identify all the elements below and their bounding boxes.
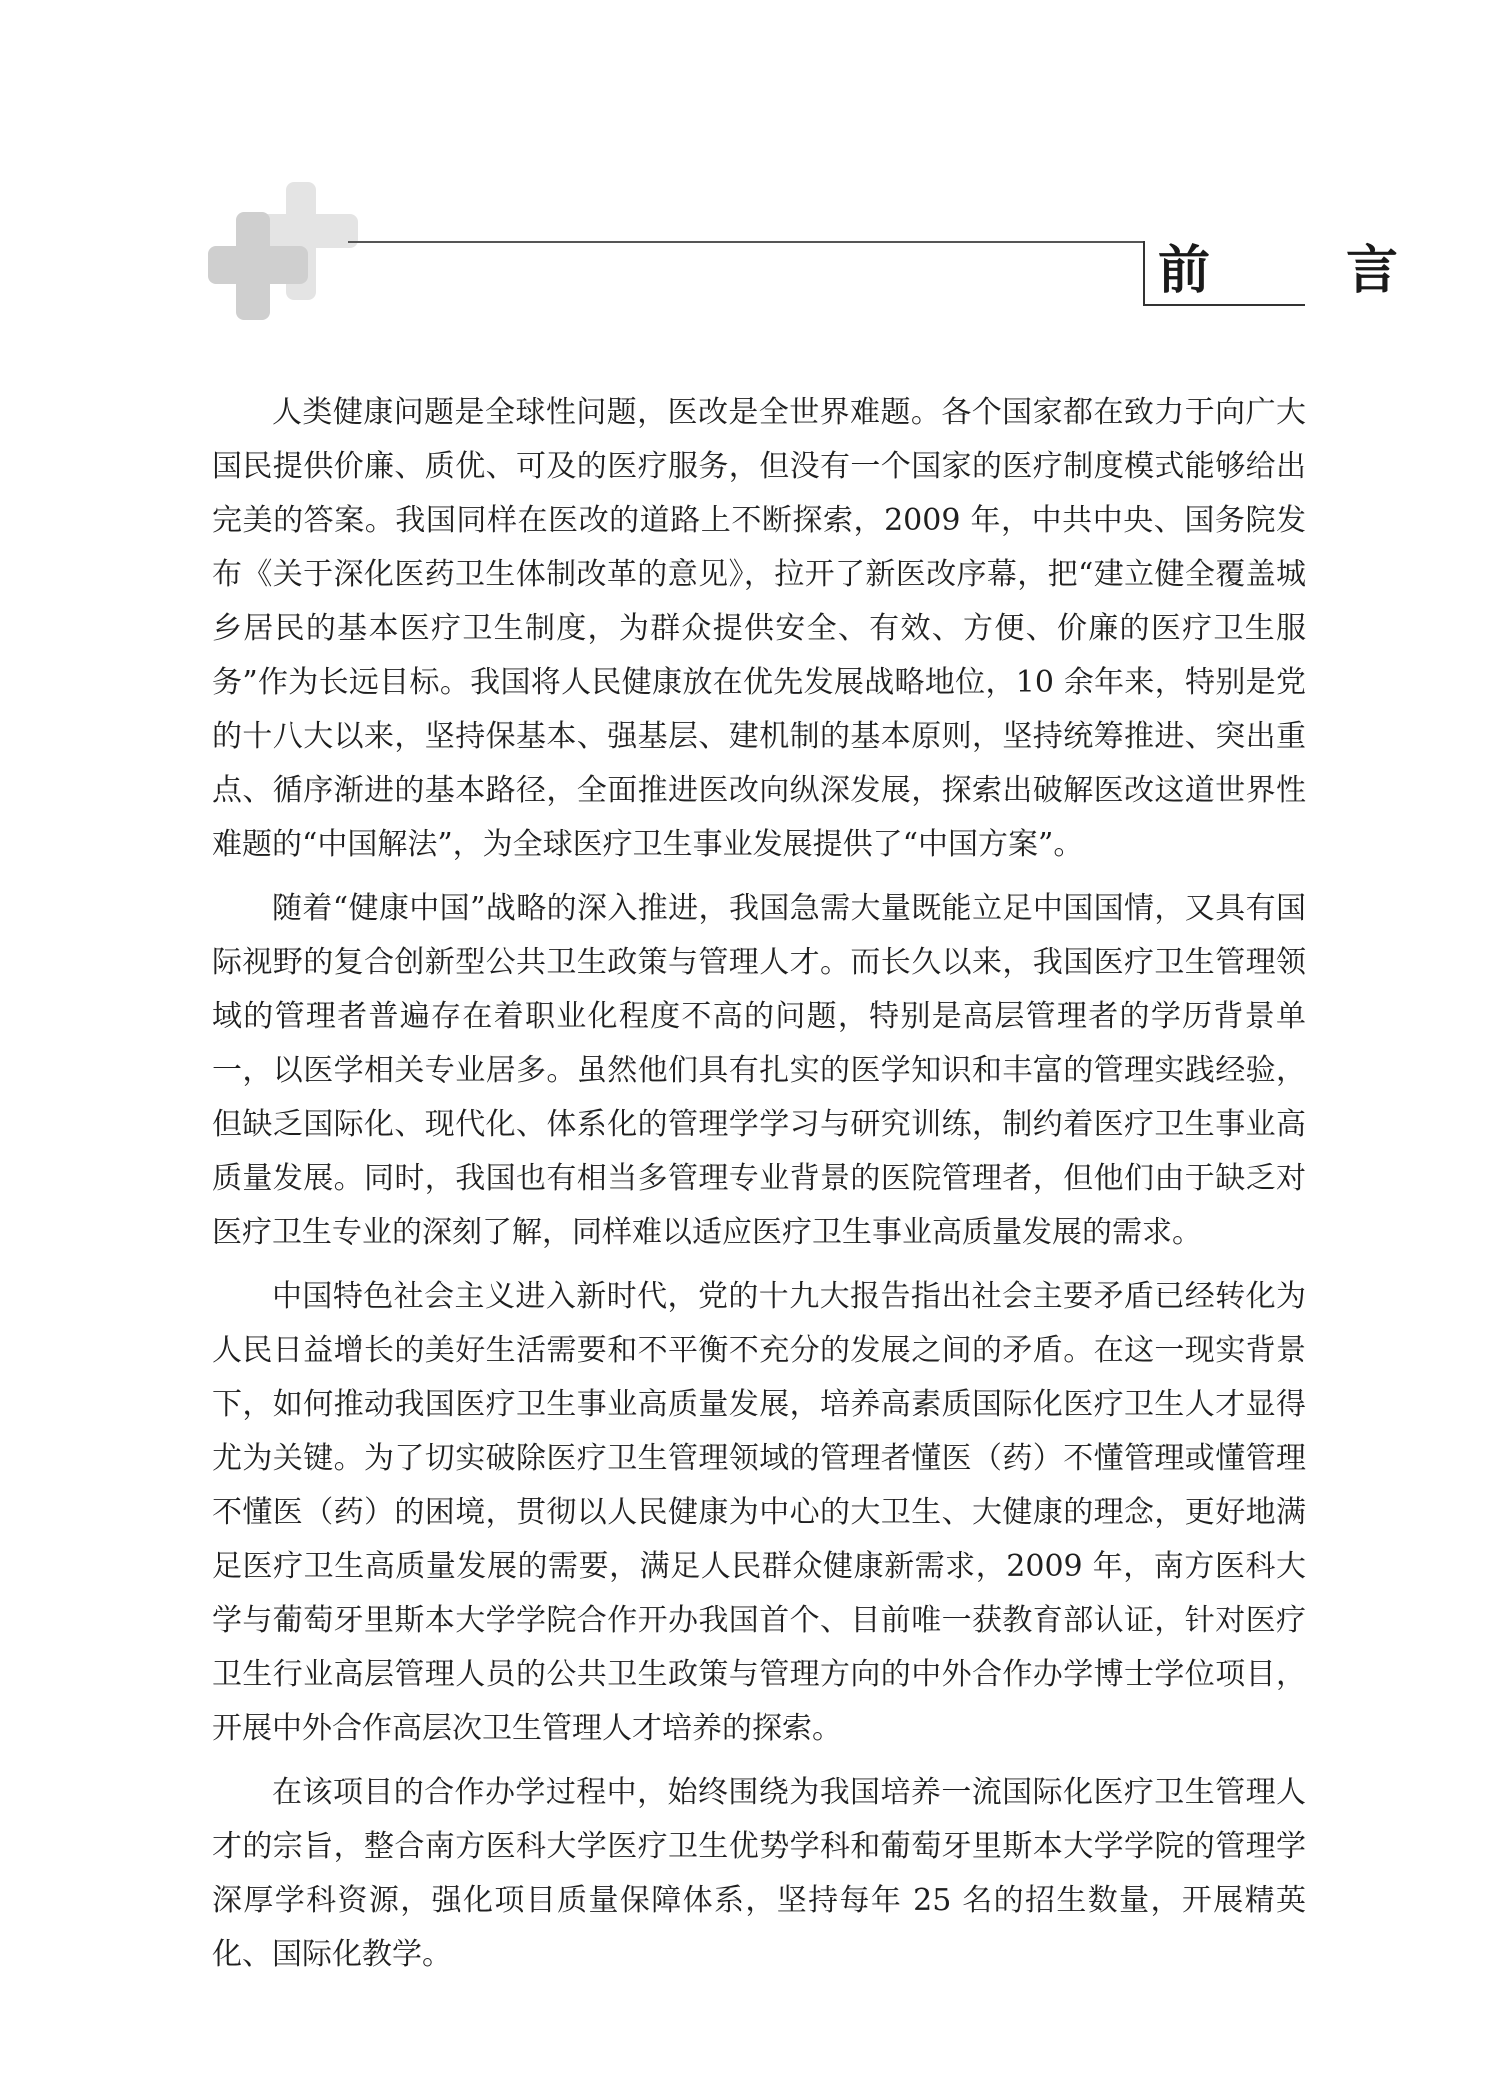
paragraph-4: 在该项目的合作办学过程中，始终围绕为我国培养一流国际化医疗卫生管理人才的宗旨，整合南方医科大学医疗卫生优势学科和葡萄牙里斯本大学学院的管理学深厚学科资源，强化项目质量保障体系，坚持每年 25 名的招生数量，开展精英化、国际化教学。 (212, 1775, 1306, 1972)
medical-cross-logo-icon (208, 182, 368, 322)
body-text (212, 386, 1306, 1992)
paragraph-1: 人类健康问题是全球性问题，医改是全世界难题。各个国家都在致力于向广大国民提供价廉、质优、可及的医疗服务，但没有一个国家的医疗制度模式能够给出完美的答案。我国同样在医改的道路上不断探索，2009 年，中共中央、国务院发布《关于深化医药卫生体制改革的意见》，拉开了新医改序幕，把“建立健全覆盖城乡居民的基本医疗卫生制度，为群众提供安全、有效、方便、价廉的医疗卫生服务”作为长远目标。我国将人民健康放在优先发展战略地位，10 余年来，特别是党的十八大以来，坚持保基本、强基层、建机制的基本原则，坚持统筹推进、突出重点、循序渐进的基本路径，全面推进医改向纵深发展，探索出破解医改这道世界性难题的“中国解法”，为全球医疗卫生事业发展提供了“中国方案”。 (212, 395, 1306, 862)
paragraph-2: 随着“健康中国”战略的深入推进，我国急需大量既能立足中国国情，又具有国际视野的复合创新型公共卫生政策与管理人才。而长久以来，我国医疗卫生管理领域的管理者普遍存在着职业化程度不高的问题，特别是高层管理者的学历背景单一，以医学相关专业居多。虽然他们具有扎实的医学知识和丰富的管理实践经验，但缺乏国际化、现代化、体系化的管理学学习与研究训练，制约着医疗卫生事业高质量发展。同时，我国也有相当多管理专业背景的医院管理者，但他们由于缺乏对医疗卫生专业的深刻了解，同样难以适应医疗卫生事业高质量发展的需求。 (212, 891, 1306, 1250)
page-title: 前 言 (1158, 240, 1441, 301)
paragraph-3: 中国特色社会主义进入新时代，党的十九大报告指出社会主要矛盾已经转化为人民日益增长的美好生活需要和不平衡不充分的发展之间的矛盾。在这一现实背景下，如何推动我国医疗卫生事业高质量发展，培养高素质国际化医疗卫生人才显得尤为关键。为了切实破除医疗卫生管理领域的管理者懂医（药）不懂管理或懂管理不懂医（药）的困境，贯彻以人民健康为中心的大卫生、大健康的理念，更好地满足医疗卫生高质量发展的需要，满足人民群众健康新需求，2009 年，南方医科大学与葡萄牙里斯本大学学院合作开办我国首个、目前唯一获教育部认证，针对医疗卫生行业高层管理人员的公共卫生政策与管理方向的中外合作办学博士学位项目，开展中外合作高层次卫生管理人才培养的探索。 (212, 1279, 1306, 1746)
header-rule (348, 241, 1145, 243)
